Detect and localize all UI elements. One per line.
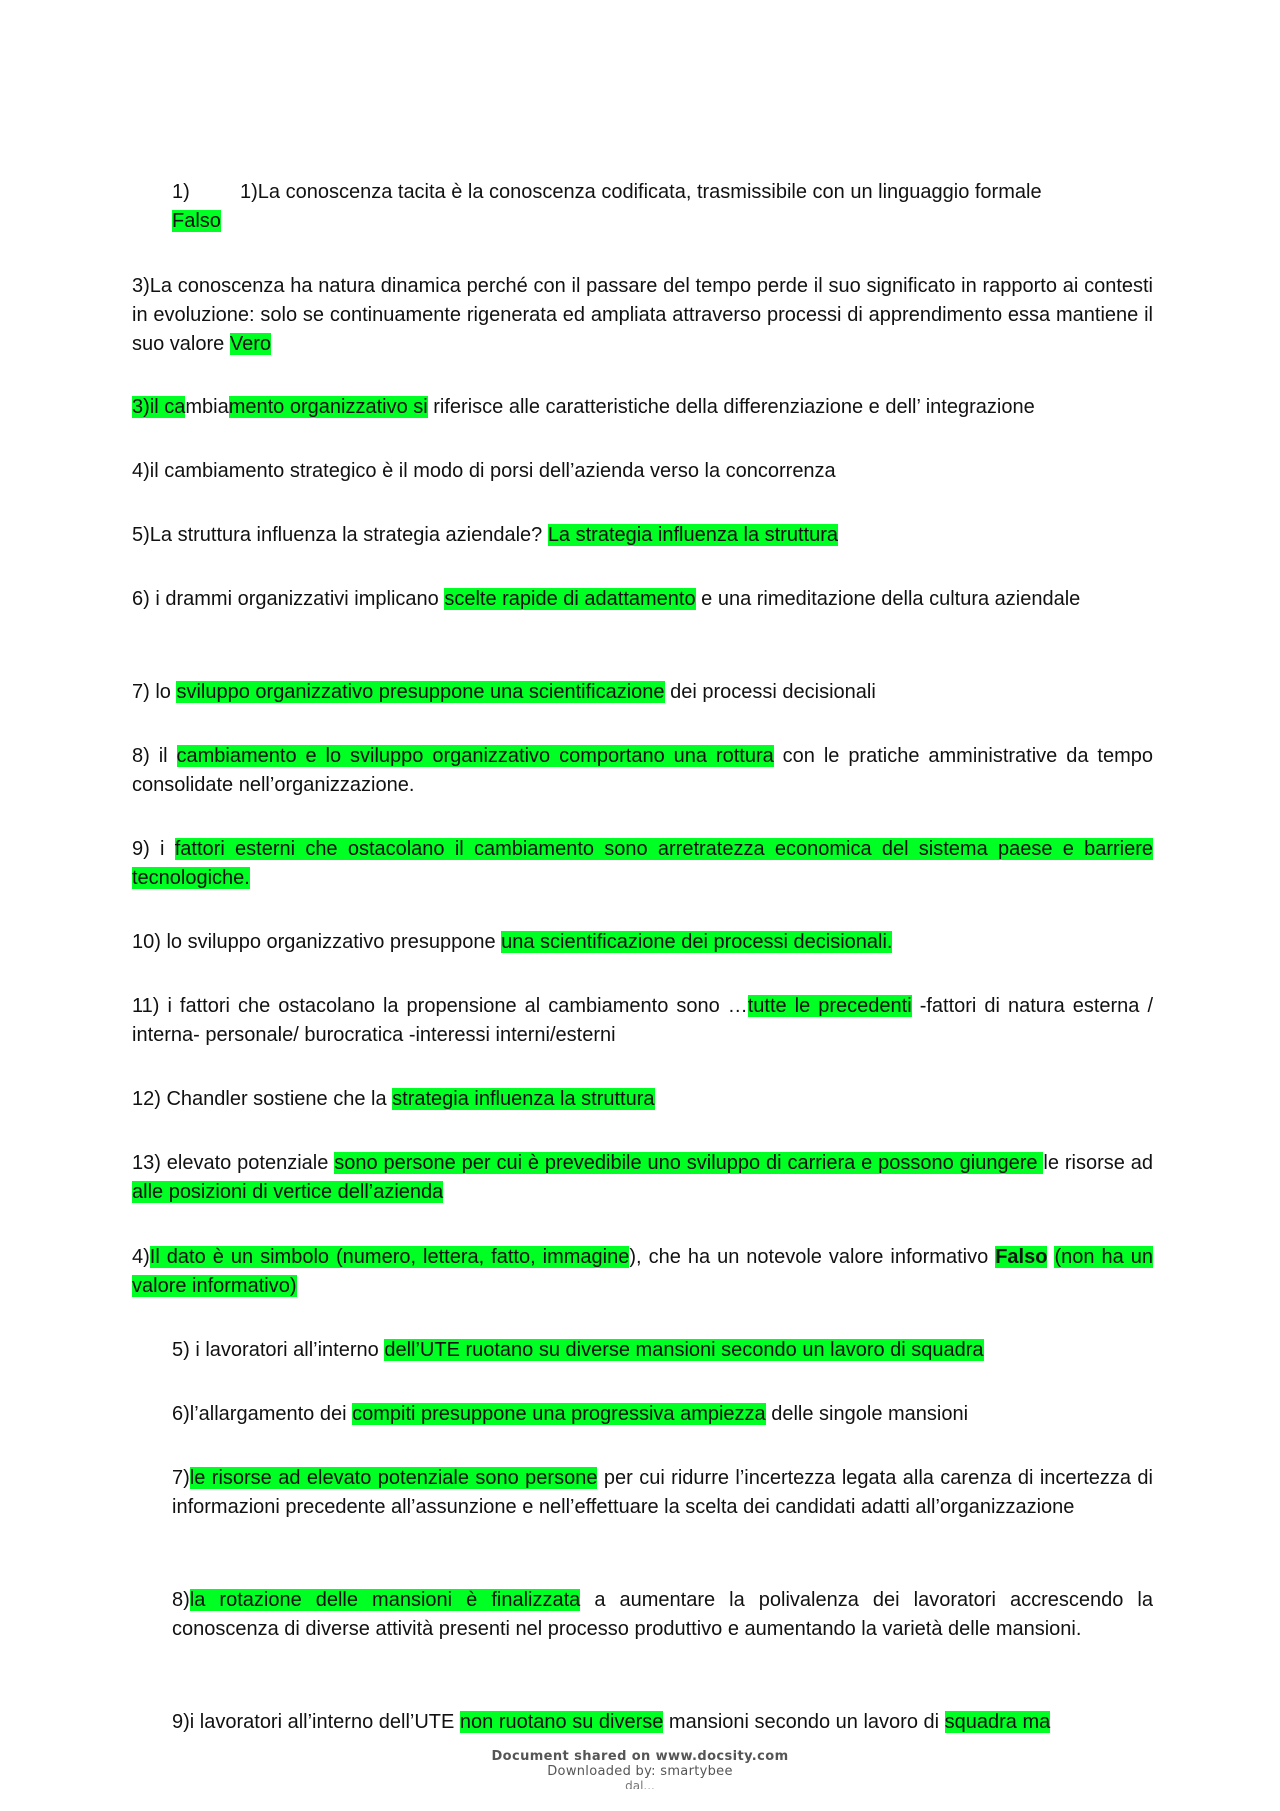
answer-highlight: La strategia influenza la struttura [547,524,838,546]
question-3b [132,393,1153,422]
question-1 [172,178,1153,236]
question-text: e una rimeditazione della cultura aziendale [695,588,1081,610]
answer-highlight: strategia influenza la struttura [392,1088,655,1110]
answer-highlight: la rotazione delle mansioni è finalizzata [189,1589,581,1611]
question-text: mbia [185,396,229,418]
question-5 [132,521,1153,550]
answer-highlight: compiti presuppone una progressiva ampiezza [352,1403,766,1425]
question-text: per cui ridurre l’incertezza legata alla carenza di incertezza di informazioni precedente all’assunzione e nell’effettuare la scelta dei candidati adatti all’organizzazione [172,1467,1153,1518]
question-7b [172,1464,1153,1522]
question-3a [132,272,1153,359]
docsity-footer-cutoff: dal... [625,1779,655,1789]
question-text: 12) Chandler sostiene che la [132,1088,393,1110]
answer-highlight: Vero [229,333,271,355]
question-13 [132,1149,1153,1207]
docsity-footer-shared: Document shared on www.docsity.com [491,1749,789,1764]
answer-highlight: squadra ma [944,1711,1051,1733]
answer-highlight: cambiamento e lo sviluppo organizzativo comportano una rottura [176,745,774,767]
answer-highlight: alle posizioni di vertice dell’azienda [132,1181,444,1203]
question-text: 13) elevato potenziale [132,1152,335,1174]
question-11 [132,992,1153,1050]
question-text: le risorse ad [1043,1152,1153,1174]
answer-highlight: le risorse ad elevato potenziale sono persone [189,1467,598,1489]
question-text: con le pratiche amministrative da tempo consolidate nell’organizzazione. [132,745,1153,796]
answer-highlight: non ruotano su diverse [459,1711,664,1733]
question-text: 5) i lavoratori all’interno [172,1339,385,1361]
question-text: 9) i [132,838,175,860]
question-text: -fattori di natura esterna / interna- personale/ burocratica -interessi interni/esterni [132,995,1153,1046]
answer-highlight: sviluppo organizzativo presuppone una scientificazione [176,681,665,703]
answer-highlight: Il dato è un simbolo (numero, lettera, fatto, immagine [149,1246,630,1268]
question-text: 6) i drammi organizzativi implicano [132,588,445,610]
question-6 [132,585,1153,614]
question-12 [132,1085,1153,1114]
question-text: riferisce alle caratteristiche della differenziazione e dell’ integrazione [427,396,1035,418]
question-6b [172,1400,1153,1429]
question-text: mansioni secondo un lavoro di [663,1711,945,1733]
question-text: 7) lo [132,681,177,703]
answer-highlight: Falso [172,210,221,232]
question-text: 8) [172,1589,190,1611]
question-text: delle singole mansioni [765,1403,969,1425]
question-text: 4)il cambiamento strategico è il modo di porsi dell’azienda verso la concorrenza [132,460,836,482]
question-text: 7) [172,1467,190,1489]
answer-highlight: fattori esterni che ostacolano il cambiamento sono arretratezza economica del sistema paese e barriere tecnologiche. [132,838,1154,889]
question-7 [132,678,1153,707]
question-9 [132,835,1153,893]
question-8 [132,742,1153,800]
question-text: 1)La conoscenza tacita è la conoscenza codificata, trasmissibile con un linguaggio formale [240,181,1042,203]
list-number: 1) [172,181,190,203]
question-text: 8) il [132,745,177,767]
question-text: 11) i fattori che ostacolano la propensione al cambiamento sono … [132,995,748,1017]
question-text: a aumentare la polivalenza dei lavoratori accrescendo la conoscenza di diverse attività presenti nel processo produttivo e aumentando la varietà delle mansioni. [172,1589,1153,1640]
question-text: 9)i lavoratori all’interno dell’UTE [172,1711,460,1733]
question-9b [172,1708,1153,1737]
answer-highlight: 3)il ca [132,396,186,418]
answer-highlight: (non ha un valore informativo) [132,1246,1153,1297]
question-text: 5)La struttura influenza la strategia aziendale? [132,524,548,546]
question-text: 3)La conoscenza ha natura dinamica perché con il passare del tempo perde il suo significato in rapporto ai contesti in evoluzione: solo se continuamente rigenerata ed ampliata attraverso processi di apprendimento essa mantiene il suo valore [132,275,1153,355]
docsity-footer-downloaded: Downloaded by: smartybee [547,1764,733,1779]
answer-highlight: sono persone per cui è prevedibile uno sviluppo di carriera e possono giungere [334,1152,1044,1174]
question-4 [132,457,1153,486]
answer-highlight: mento organizzativo si [228,396,428,418]
question-text: 4) [132,1246,150,1268]
answer-highlight: scelte rapide di adattamento [444,588,696,610]
question-5b [172,1336,1153,1365]
answer-highlight: Falso [995,1246,1048,1268]
answer-highlight: una scientificazione dei processi decisionali. [501,931,893,953]
question-text: 10) lo sviluppo organizzativo presuppone [132,931,502,953]
question-text: ), che ha un notevole valore informativo [629,1246,996,1268]
question-10 [132,928,1153,957]
answer-highlight: tutte le precedenti [747,995,912,1017]
question-8b [172,1586,1153,1644]
answer-highlight: dell’UTE ruotano su diverse mansioni secondo un lavoro di squadra [384,1339,984,1361]
question-text: 6)l’allargamento dei [172,1403,353,1425]
question-text: dei processi decisionali [664,681,876,703]
question-4b [132,1243,1153,1301]
